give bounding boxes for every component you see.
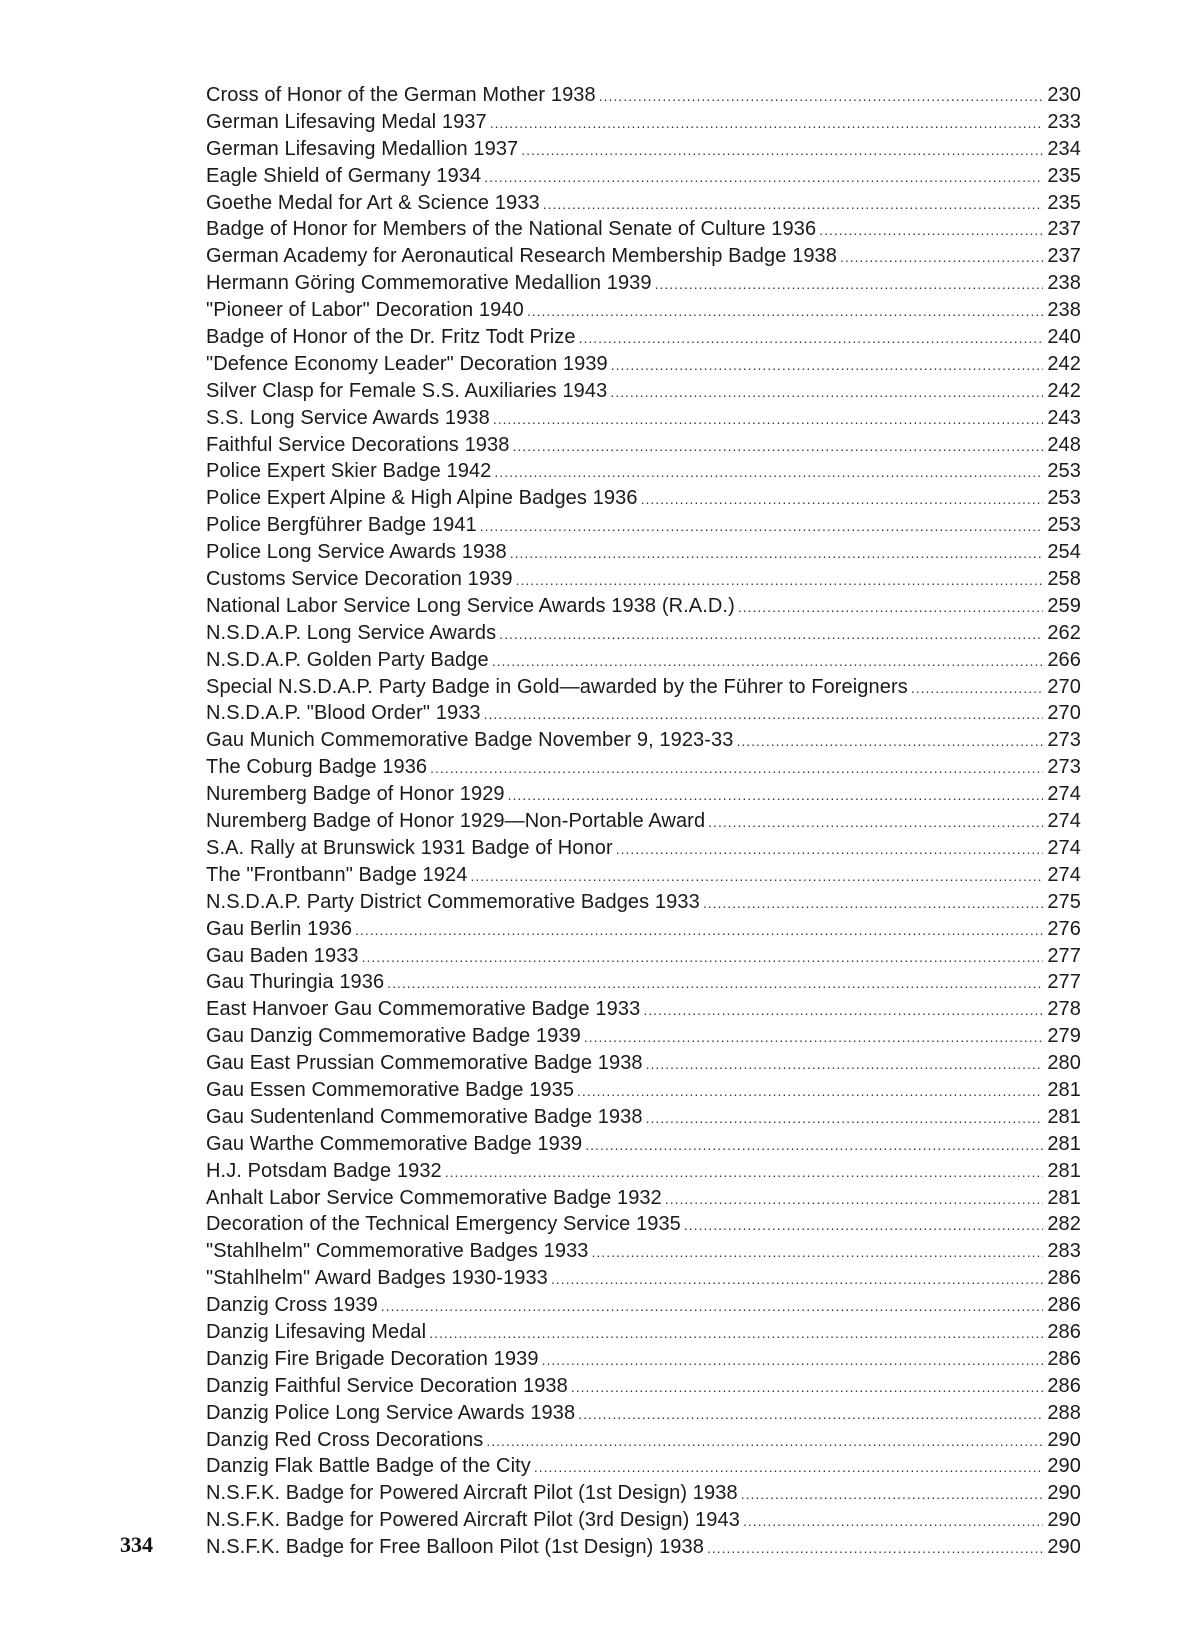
entry-page-number: 286 <box>1047 1347 1081 1370</box>
entry-title: Customs Service Decoration 1939 <box>206 568 513 591</box>
dot-leader <box>470 866 1043 886</box>
entry-title: German Academy for Aeronautical Research Membership Badge 1938 <box>206 245 837 268</box>
entry-title: Danzig Faithful Service Decoration 1938 <box>206 1374 568 1397</box>
toc-entry <box>206 781 1081 808</box>
entry-title: Nuremberg Badge of Honor 1929—Non-Portable Award <box>206 810 706 833</box>
entry-title: Gau Berlin 1936 <box>206 917 353 940</box>
entry-title: Police Expert Skier Badge 1942 <box>206 460 492 483</box>
entry-page-number: 262 <box>1047 621 1081 644</box>
toc-entry <box>206 1292 1081 1319</box>
entry-page-number: 286 <box>1047 1267 1081 1290</box>
toc-entry <box>206 1507 1081 1534</box>
toc-entry <box>206 889 1081 916</box>
entry-page-number: 237 <box>1047 245 1081 268</box>
dot-leader <box>571 1377 1043 1397</box>
dot-leader <box>484 704 1043 724</box>
dot-leader <box>542 1350 1043 1370</box>
entry-title: S.S. Long Service Awards 1938 <box>206 406 490 429</box>
entry-title: S.A. Rally at Brunswick 1931 Badge of Honor <box>206 836 613 859</box>
entry-title: Goethe Medal for Art & Science 1933 <box>206 191 540 214</box>
toc-entry <box>206 485 1081 512</box>
entry-page-number: 286 <box>1047 1294 1081 1317</box>
dot-leader <box>490 113 1043 133</box>
dot-leader <box>387 973 1043 993</box>
dot-leader <box>584 1027 1043 1047</box>
toc-entry <box>206 136 1081 163</box>
entry-title: Police Long Service Awards 1938 <box>206 541 507 564</box>
table-of-contents <box>206 82 1081 1561</box>
toc-entry <box>206 808 1081 835</box>
entry-title: Gau East Prussian Commemorative Badge 1938 <box>206 1052 643 1075</box>
dot-leader <box>738 597 1043 617</box>
entry-page-number: 243 <box>1047 406 1081 429</box>
dot-leader <box>510 543 1043 563</box>
toc-entry <box>206 1238 1081 1265</box>
entry-page-number: 290 <box>1047 1455 1081 1478</box>
entry-page-number: 240 <box>1047 326 1081 349</box>
dot-leader <box>484 167 1043 187</box>
entry-title: Badge of Honor for Members of the National Senate of Culture 1936 <box>206 218 817 241</box>
entry-page-number: 277 <box>1047 971 1081 994</box>
entry-title: Danzig Lifesaving Medal <box>206 1320 427 1343</box>
dot-leader <box>381 1296 1043 1316</box>
toc-entry <box>206 405 1081 432</box>
toc-entry <box>206 620 1081 647</box>
entry-page-number: 270 <box>1047 675 1081 698</box>
toc-entry <box>206 1077 1081 1104</box>
entry-title: Danzig Cross 1939 <box>206 1294 378 1317</box>
dot-leader <box>577 1081 1043 1101</box>
dot-leader <box>585 1135 1043 1155</box>
toc-entry <box>206 566 1081 593</box>
dot-leader <box>493 409 1043 429</box>
dot-leader <box>665 1189 1043 1209</box>
entry-title: Gau Munich Commemorative Badge November 9, 1923-33 <box>206 729 734 752</box>
dot-leader <box>616 839 1043 859</box>
entry-page-number: 234 <box>1047 137 1081 160</box>
entry-title: Nuremberg Badge of Honor 1929 <box>206 783 505 806</box>
toc-entry <box>206 1400 1081 1427</box>
entry-page-number: 237 <box>1047 218 1081 241</box>
entry-title: The Coburg Badge 1936 <box>206 756 428 779</box>
toc-entry <box>206 1534 1081 1561</box>
entry-title: Danzig Red Cross Decorations <box>206 1428 484 1451</box>
entry-page-number: 281 <box>1047 1159 1081 1182</box>
entry-title: N.S.D.A.P. Long Service Awards <box>206 621 497 644</box>
entry-title: "Stahlhelm" Commemorative Badges 1933 <box>206 1240 589 1263</box>
entry-page-number: 235 <box>1047 164 1081 187</box>
entry-title: East Hanvoer Gau Commemorative Badge 1933 <box>206 998 641 1021</box>
toc-entry <box>206 1453 1081 1480</box>
toc-entry <box>206 674 1081 701</box>
toc-entry <box>206 190 1081 217</box>
toc-entry <box>206 727 1081 754</box>
dot-leader <box>840 247 1043 267</box>
entry-title: N.S.D.A.P. "Blood Order" 1933 <box>206 702 481 725</box>
entry-page-number: 286 <box>1047 1320 1081 1343</box>
entry-title: "Pioneer of Labor" Decoration 1940 <box>206 299 524 322</box>
dot-leader <box>819 220 1043 240</box>
toc-entry <box>206 324 1081 351</box>
entry-page-number: 277 <box>1047 944 1081 967</box>
toc-entry <box>206 996 1081 1023</box>
dot-leader <box>707 1538 1043 1558</box>
entry-title: Silver Clasp for Female S.S. Auxiliaries 1943 <box>206 379 608 402</box>
toc-entry <box>206 297 1081 324</box>
entry-page-number: 230 <box>1047 84 1081 106</box>
entry-page-number: 233 <box>1047 110 1081 133</box>
toc-entry <box>206 1319 1081 1346</box>
toc-entry <box>206 1265 1081 1292</box>
entry-page-number: 286 <box>1047 1374 1081 1397</box>
toc-entry <box>206 512 1081 539</box>
dot-leader <box>736 731 1043 751</box>
dot-leader <box>703 893 1043 913</box>
entry-title: Badge of Honor of the Dr. Fritz Todt Prize <box>206 326 576 349</box>
entry-page-number: 282 <box>1047 1213 1081 1236</box>
entry-title: Gau Sudentenland Commemorative Badge 1938 <box>206 1105 643 1128</box>
entry-title: Danzig Fire Brigade Decoration 1939 <box>206 1347 539 1370</box>
entry-title: Eagle Shield of Germany 1934 <box>206 164 482 187</box>
entry-page-number: 238 <box>1047 299 1081 322</box>
toc-entry <box>206 969 1081 996</box>
dot-leader <box>610 382 1043 402</box>
entry-page-number: 238 <box>1047 272 1081 295</box>
entry-title: German Lifesaving Medal 1937 <box>206 110 487 133</box>
dot-leader <box>743 1511 1043 1531</box>
dot-leader <box>429 1323 1043 1343</box>
dot-leader <box>499 624 1043 644</box>
toc-entry <box>206 458 1081 485</box>
dot-leader <box>494 462 1043 482</box>
entry-page-number: 288 <box>1047 1401 1081 1424</box>
dot-leader <box>516 570 1043 590</box>
dot-leader <box>527 301 1043 321</box>
toc-entry <box>206 754 1081 781</box>
toc-entry <box>206 1480 1081 1507</box>
entry-page-number: 270 <box>1047 702 1081 725</box>
dot-leader <box>492 651 1043 671</box>
dot-leader <box>445 1162 1043 1182</box>
dot-leader <box>599 86 1043 106</box>
entry-page-number: 253 <box>1047 460 1081 483</box>
entry-title: Gau Baden 1933 <box>206 944 359 967</box>
dot-leader <box>355 920 1043 940</box>
entry-page-number: 254 <box>1047 541 1081 564</box>
toc-entry <box>206 1211 1081 1238</box>
dot-leader <box>512 436 1043 456</box>
entry-title: "Defence Economy Leader" Decoration 1939 <box>206 352 608 375</box>
dot-leader <box>579 328 1043 348</box>
dot-leader <box>646 1108 1043 1128</box>
entry-title: Gau Thuringia 1936 <box>206 971 385 994</box>
entry-page-number: 275 <box>1047 890 1081 913</box>
entry-title: Anhalt Labor Service Commemorative Badge 1932 <box>206 1186 662 1209</box>
entry-title: N.S.D.A.P. Golden Party Badge <box>206 648 489 671</box>
toc-entry <box>206 163 1081 190</box>
toc-entry <box>206 943 1081 970</box>
toc-entry <box>206 700 1081 727</box>
entry-page-number: 274 <box>1047 783 1081 806</box>
entry-title: Special N.S.D.A.P. Party Badge in Gold—awarded by the Führer to Foreigners <box>206 675 908 698</box>
entry-title: Gau Warthe Commemorative Badge 1939 <box>206 1132 583 1155</box>
entry-title: "Stahlhelm" Award Badges 1930-1933 <box>206 1267 548 1290</box>
entry-title: N.S.F.K. Badge for Powered Aircraft Pilot (3rd Design) 1943 <box>206 1509 740 1532</box>
entry-page-number: 279 <box>1047 1025 1081 1048</box>
dot-leader <box>611 355 1043 375</box>
entry-page-number: 280 <box>1047 1052 1081 1075</box>
toc-entry <box>206 1023 1081 1050</box>
toc-entry <box>206 1050 1081 1077</box>
entry-title: Police Expert Alpine & High Alpine Badges 1936 <box>206 487 638 510</box>
page-number: 334 <box>120 1532 153 1557</box>
entry-title: Danzig Flak Battle Badge of the City <box>206 1455 531 1478</box>
toc-entry <box>206 378 1081 405</box>
toc-entry <box>206 351 1081 378</box>
toc-entry <box>206 432 1081 459</box>
entry-page-number: 258 <box>1047 568 1081 591</box>
dot-leader <box>508 785 1043 805</box>
entry-page-number: 274 <box>1047 836 1081 859</box>
dot-leader <box>643 1000 1043 1020</box>
toc-entry <box>206 539 1081 566</box>
entry-title: German Lifesaving Medallion 1937 <box>206 137 519 160</box>
toc-entry <box>206 1427 1081 1454</box>
entry-page-number: 266 <box>1047 648 1081 671</box>
dot-leader <box>741 1484 1043 1504</box>
dot-leader <box>684 1215 1043 1235</box>
toc-entry <box>206 862 1081 889</box>
entry-page-number: 290 <box>1047 1482 1081 1505</box>
entry-page-number: 248 <box>1047 433 1081 456</box>
entry-title: Gau Essen Commemorative Badge 1935 <box>206 1078 575 1101</box>
entry-page-number: 253 <box>1047 514 1081 537</box>
entry-page-number: 290 <box>1047 1509 1081 1532</box>
entry-page-number: 242 <box>1047 352 1081 375</box>
dot-leader <box>551 1269 1043 1289</box>
entry-title: Decoration of the Technical Emergency Service 1935 <box>206 1213 681 1236</box>
dot-leader <box>521 140 1043 160</box>
toc-entry <box>206 647 1081 674</box>
entry-title: Danzig Police Long Service Awards 1938 <box>206 1401 576 1424</box>
dot-leader <box>430 758 1043 778</box>
toc-entry <box>206 1185 1081 1212</box>
toc-entry <box>206 82 1081 109</box>
toc-entry <box>206 109 1081 136</box>
toc-entry <box>206 1373 1081 1400</box>
entry-page-number: 283 <box>1047 1240 1081 1263</box>
toc-entry <box>206 270 1081 297</box>
dot-leader <box>911 678 1043 698</box>
dot-leader <box>486 1431 1043 1451</box>
dot-leader <box>362 947 1043 967</box>
dot-leader <box>646 1054 1043 1074</box>
entry-title: N.S.F.K. Badge for Free Balloon Pilot (1st Design) 1938 <box>206 1536 704 1559</box>
entry-page-number: 235 <box>1047 191 1081 214</box>
entry-page-number: 278 <box>1047 998 1081 1021</box>
toc-entry <box>206 216 1081 243</box>
dot-leader <box>543 194 1043 214</box>
toc-entry <box>206 1131 1081 1158</box>
toc-entry <box>206 593 1081 620</box>
entry-page-number: 273 <box>1047 756 1081 779</box>
dot-leader <box>708 812 1043 832</box>
entry-page-number: 281 <box>1047 1186 1081 1209</box>
entry-title: Faithful Service Decorations 1938 <box>206 433 510 456</box>
dot-leader <box>592 1242 1043 1262</box>
entry-page-number: 274 <box>1047 810 1081 833</box>
entry-title: N.S.F.K. Badge for Powered Aircraft Pilot (1st Design) 1938 <box>206 1482 738 1505</box>
entry-page-number: 290 <box>1047 1536 1081 1559</box>
dot-leader <box>578 1404 1043 1424</box>
dot-leader <box>641 489 1043 509</box>
toc-entry <box>206 1158 1081 1185</box>
entry-page-number: 274 <box>1047 863 1081 886</box>
entry-title: Cross of Honor of the German Mother 1938 <box>206 84 596 106</box>
entry-page-number: 242 <box>1047 379 1081 402</box>
dot-leader <box>534 1457 1043 1477</box>
entry-page-number: 273 <box>1047 729 1081 752</box>
entry-page-number: 281 <box>1047 1078 1081 1101</box>
toc-entry <box>206 835 1081 862</box>
toc-entry <box>206 1346 1081 1373</box>
entry-title: Gau Danzig Commemorative Badge 1939 <box>206 1025 581 1048</box>
entry-page-number: 259 <box>1047 594 1081 617</box>
entry-title: H.J. Potsdam Badge 1932 <box>206 1159 442 1182</box>
entry-title: Hermann Göring Commemorative Medallion 1939 <box>206 272 652 295</box>
entry-title: The "Frontbann" Badge 1924 <box>206 863 468 886</box>
entry-page-number: 281 <box>1047 1105 1081 1128</box>
entry-title: National Labor Service Long Service Awards 1938 (R.A.D.) <box>206 594 735 617</box>
toc-entry <box>206 243 1081 270</box>
entry-page-number: 276 <box>1047 917 1081 940</box>
entry-title: Police Bergführer Badge 1941 <box>206 514 477 537</box>
entry-title: N.S.D.A.P. Party District Commemorative Badges 1933 <box>206 890 700 913</box>
dot-leader <box>655 274 1043 294</box>
toc-entry <box>206 1104 1081 1131</box>
entry-page-number: 281 <box>1047 1132 1081 1155</box>
dot-leader <box>480 516 1043 536</box>
entry-page-number: 253 <box>1047 487 1081 510</box>
entry-page-number: 290 <box>1047 1428 1081 1451</box>
toc-entry <box>206 916 1081 943</box>
